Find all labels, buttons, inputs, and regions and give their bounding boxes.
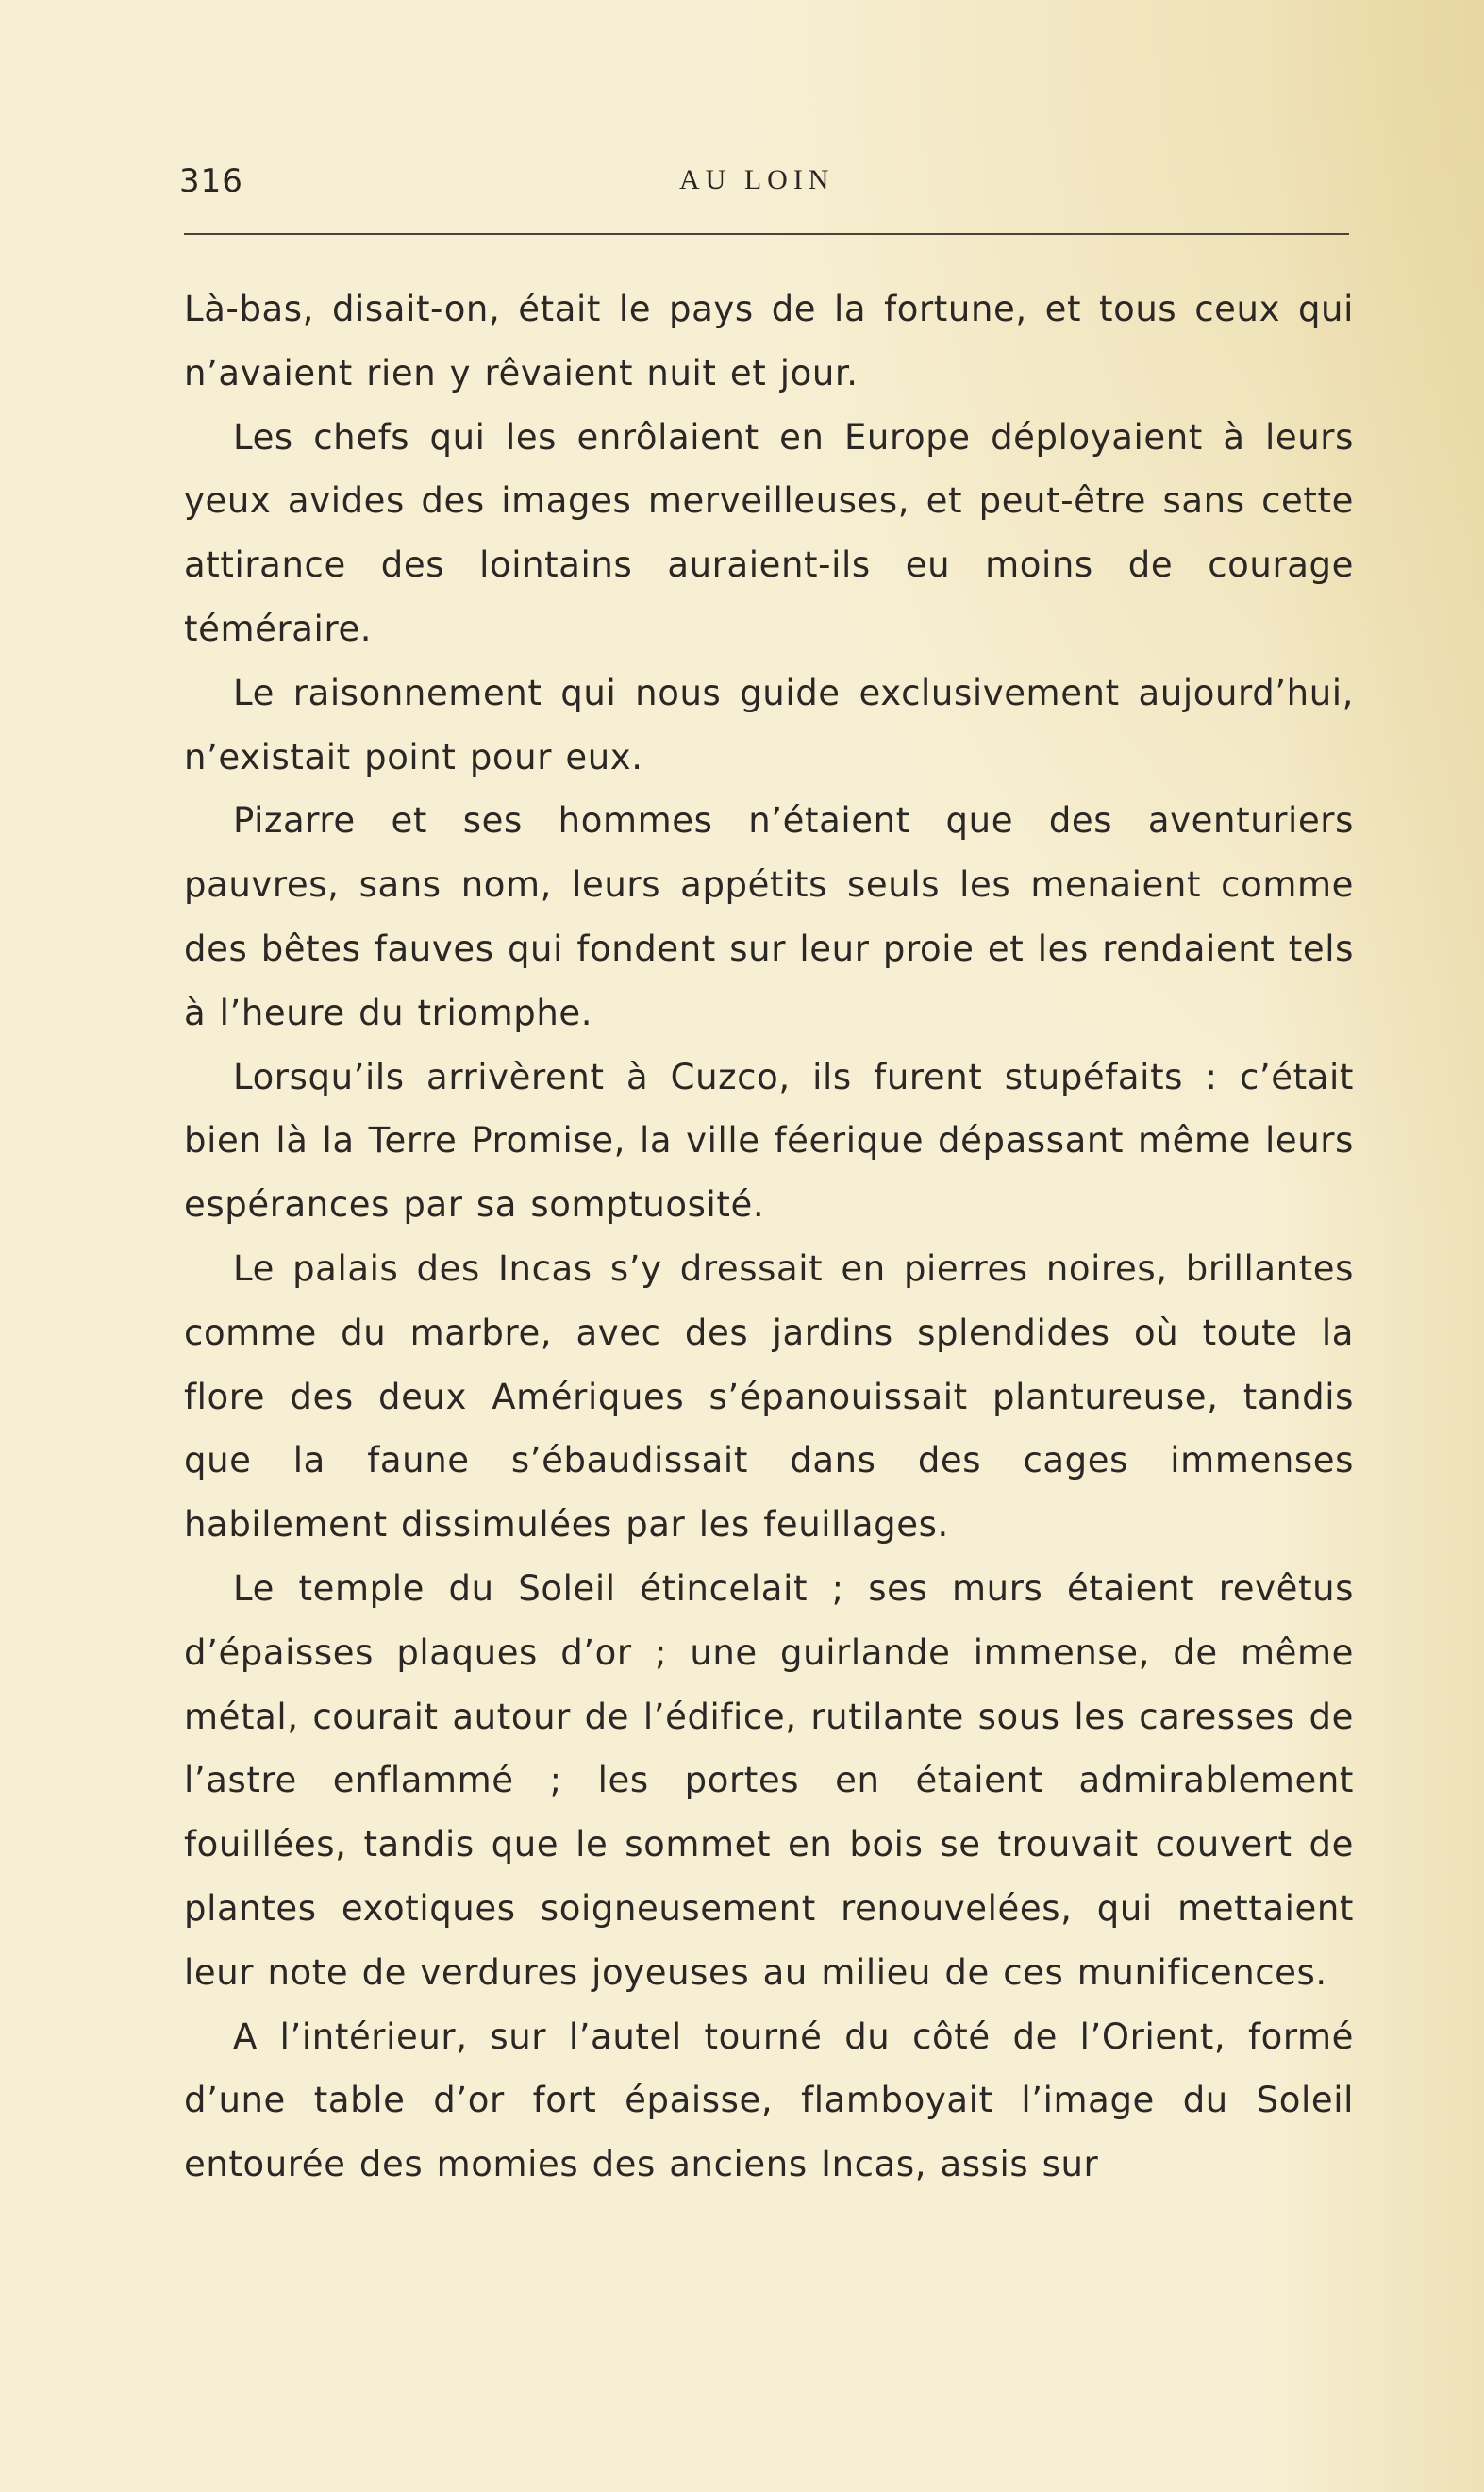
header-rule [184,233,1349,235]
body-text [184,277,1354,2197]
paragraph-1: Là-bas, disait-on, était le pays de la fortune, et tous ceux qui n’avaient rien y rêvaient nuit et jour. [184,289,1354,393]
paragraph-3: Le raisonnement qui nous guide exclusivement aujourd’hui, n’existait point pour eux. [184,672,1354,778]
running-title: AU LOIN [679,164,835,195]
paragraph-5: Lorsqu’ils arrivèrent à Cuzco, ils furent stupéfaits : c’était bien là la Terre Promise, la ville féerique dépassant même leurs espérances par sa somptuosité. [184,1056,1354,1226]
paragraph-8: A l’intérieur, sur l’autel tourné du côté de l’Orient, formé d’une table d’or fort épaisse, flamboyait l’image du Soleil entourée des momies des anciens Incas, assis sur [184,2015,1354,2185]
paragraph-7: Le temple du Soleil étincelait ; ses murs étaient revêtus d’épaisses plaques d’or ; une guirlande immense, de même métal, courait autour de l’édifice, rutilante sous les caresses de l’astre enflammé ; les portes en étaient admirablement fouillées, tandis que le sommet en bois se trouvait couvert de plantes exotiques soigneusement renouvelées, qui mettaient leur note de verdures joyeuses au milieu de ces munificences. [184,1567,1354,1993]
paragraph-6: Le palais des Incas s’y dressait en pierres noires, brillantes comme du marbre, avec des jardins splendides où toute la flore des deux Amériques s’épanouissait plantureuse, tandis que la faune s’ébaudissait dans des cages immenses habilement dissimulées par les feuillages. [184,1247,1354,1546]
page-number: 316 [179,162,243,200]
page-header [179,162,1349,209]
paragraph-2: Les chefs qui les enrôlaient en Europe déployaient à leurs yeux avides des images merveilleuses, et peut-être sans cette attirance des lointains auraient-ils eu moins de courage téméraire. [184,416,1354,649]
paragraph-4: Pizarre et ses hommes n’étaient que des aventuriers pauvres, sans nom, leurs appétits seuls les menaient comme des bêtes fauves qui fondent sur leur proie et les rendaient tels à l’heure du triomphe. [184,800,1354,1033]
